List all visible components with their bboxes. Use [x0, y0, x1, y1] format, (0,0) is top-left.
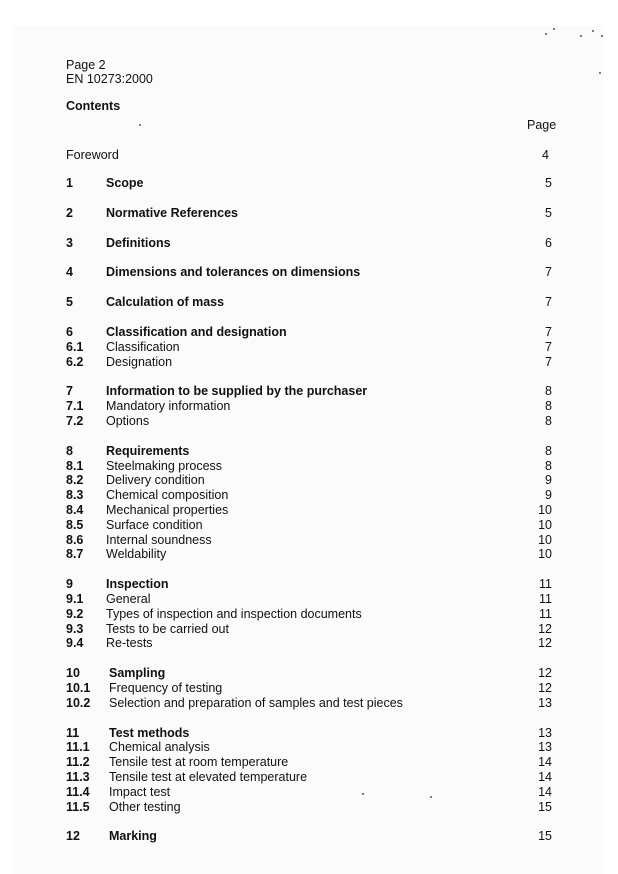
toc-section [66, 295, 552, 310]
toc-entry-page: 15 [538, 829, 552, 844]
scan-speck [139, 124, 141, 126]
toc-entry-number: 7 [66, 384, 73, 399]
toc-entry-page: 11 [539, 591, 552, 606]
toc-entry-number: 8.2 [66, 473, 84, 488]
scan-speck [599, 72, 601, 74]
toc-section-entry[interactable] [66, 265, 552, 280]
toc-entry-title: Mandatory information [106, 399, 231, 414]
toc-entry-number: 5 [66, 295, 73, 310]
toc-entry-number: 8.1 [66, 458, 84, 473]
table-of-contents [66, 176, 552, 859]
toc-entry-page: 14 [538, 769, 552, 784]
toc-subsection-entry[interactable] [66, 636, 552, 651]
toc-subsection-entry[interactable] [66, 459, 552, 474]
toc-subsection-entry[interactable] [66, 681, 552, 696]
toc-subsection-entry[interactable] [66, 414, 552, 429]
toc-subsection-entry[interactable] [66, 503, 552, 518]
toc-entry-title: Tests to be carried out [106, 621, 229, 636]
toc-entry-number: 11.5 [66, 799, 90, 814]
toc-entry-page: 10 [538, 547, 552, 562]
toc-section-entry[interactable] [66, 829, 552, 844]
toc-entry-title: Definitions [106, 235, 171, 250]
toc-section [66, 176, 552, 191]
toc-entry-number: 4 [66, 265, 73, 280]
toc-entry-title: Steelmaking process [106, 458, 223, 473]
toc-entry-number: 8 [66, 443, 73, 458]
toc-subsection-entry[interactable] [66, 340, 552, 355]
toc-entry-page: 7 [545, 295, 552, 310]
toc-section [66, 325, 552, 369]
toc-subsection-entry[interactable] [66, 740, 552, 755]
toc-entry-number: 8.4 [66, 502, 84, 517]
toc-entry-page: 10 [538, 517, 552, 532]
toc-entry-page: 9 [545, 473, 552, 488]
toc-subsection-entry[interactable] [66, 473, 552, 488]
toc-entry-title: General [106, 591, 151, 606]
toc-entry-title: Types of inspection and inspection documents [106, 606, 362, 621]
toc-entry-page: 11 [539, 577, 552, 592]
toc-subsection-entry[interactable] [66, 696, 552, 711]
toc-subsection-entry[interactable] [66, 488, 552, 503]
toc-section-entry[interactable] [66, 236, 552, 251]
toc-subsection-entry[interactable] [66, 785, 552, 800]
toc-entry-number: 9.1 [66, 591, 84, 606]
toc-entry-title: Classification and designation [106, 324, 287, 339]
toc-entry-page: 5 [545, 205, 552, 220]
toc-entry-number: 10.1 [66, 680, 91, 695]
toc-entry-title: Internal soundness [106, 532, 212, 547]
toc-entry-number: 9.2 [66, 606, 84, 621]
toc-subsection-entry[interactable] [66, 399, 552, 414]
toc-section-entry[interactable] [66, 726, 552, 741]
toc-entry-page: 8 [545, 413, 552, 428]
toc-entry-title: Requirements [106, 443, 190, 458]
toc-subsection-entry[interactable] [66, 518, 552, 533]
toc-entry-title: Inspection [106, 577, 169, 592]
toc-entry-number: 8.5 [66, 517, 84, 532]
toc-section-entry[interactable] [66, 384, 552, 399]
toc-entry-title: Impact test [109, 784, 171, 799]
toc-section [66, 384, 552, 428]
scan-speck [545, 33, 547, 35]
toc-entry-number: 3 [66, 235, 73, 250]
scan-speck [362, 793, 364, 795]
toc-entry-page: 13 [538, 695, 552, 710]
toc-entry-number: 6.1 [66, 339, 84, 354]
toc-entry-title: Classification [106, 339, 180, 354]
toc-entry-number: 6 [66, 324, 73, 339]
toc-section-entry[interactable] [66, 206, 552, 221]
toc-entry-title: Delivery condition [106, 473, 205, 488]
toc-section-entry[interactable] [66, 325, 552, 340]
toc-subsection-entry[interactable] [66, 607, 552, 622]
toc-entry-page: 12 [538, 666, 552, 681]
toc-entry-page: 8 [545, 399, 552, 414]
toc-subsection-entry[interactable] [66, 592, 552, 607]
toc-subsection-entry[interactable] [66, 355, 552, 370]
page-number-header: Page 2 [66, 58, 106, 72]
standard-designation: EN 10273:2000 [66, 72, 153, 86]
toc-section [66, 666, 552, 710]
toc-entry-number: 10.2 [66, 695, 91, 710]
toc-entry-title: Tensile test at room temperature [109, 755, 289, 770]
toc-entry-title: Frequency of testing [109, 680, 223, 695]
toc-entry-page: 12 [538, 680, 552, 695]
toc-entry-page: 8 [545, 384, 552, 399]
toc-subsection-entry[interactable] [66, 770, 552, 785]
toc-entry-number: 8.3 [66, 488, 84, 503]
toc-entry-title: Information to be supplied by the purchaser [106, 384, 368, 399]
toc-entry-number: 11.3 [66, 769, 90, 784]
toc-section [66, 236, 552, 251]
toc-entry-number: 2 [66, 205, 73, 220]
toc-entry-number: 11.1 [66, 740, 90, 755]
toc-entry-page: 6 [545, 235, 552, 250]
toc-entry-page: 7 [545, 339, 552, 354]
toc-section-entry[interactable] [66, 577, 552, 592]
toc-entry-title: Mechanical properties [106, 502, 229, 517]
toc-entry-title: Options [106, 413, 150, 428]
scan-speck [553, 28, 555, 30]
toc-entry-title: Selection and preparation of samples and test pieces [109, 695, 403, 710]
toc-entry-number: 1 [66, 176, 73, 190]
toc-entry-page: 13 [538, 740, 552, 755]
toc-foreword-entry[interactable] [66, 148, 551, 162]
toc-entry-page: 12 [538, 621, 552, 636]
toc-subsection-entry[interactable] [66, 622, 552, 637]
toc-entry-page: 7 [545, 354, 552, 369]
page-column-label: Page [527, 118, 557, 132]
toc-entry-title: Sampling [109, 666, 166, 681]
toc-entry-title: Normative References [106, 205, 239, 220]
toc-entry-number: 11.2 [66, 755, 90, 770]
toc-entry-page: 13 [538, 725, 552, 740]
toc-entry-title: Scope [106, 176, 144, 190]
toc-entry-page: 7 [545, 265, 552, 280]
toc-entry-title: Tensile test at elevated temperature [109, 769, 308, 784]
toc-entry-title: Calculation of mass [106, 295, 225, 310]
contents-heading: Contents [66, 99, 121, 113]
toc-entry-number: 8.7 [66, 547, 84, 562]
toc-section-entry[interactable] [66, 176, 552, 191]
toc-section-entry[interactable] [66, 295, 552, 310]
toc-entry-number: 9 [66, 577, 73, 592]
toc-entry-page: 8 [545, 458, 552, 473]
toc-section [66, 726, 552, 815]
toc-entry-number: 6.2 [66, 354, 84, 369]
scan-speck [430, 796, 432, 798]
toc-entry-page: 15 [538, 799, 552, 814]
toc-entry-page: 9 [545, 488, 552, 503]
toc-foreword-page: 4 [542, 148, 549, 162]
toc-entry-number: 10 [66, 666, 80, 681]
toc-entry-title: Dimensions and tolerances on dimensions [106, 265, 361, 280]
toc-section-entry[interactable] [66, 444, 552, 459]
toc-entry-title: Chemical composition [106, 488, 229, 503]
toc-entry-number: 8.6 [66, 532, 84, 547]
toc-entry-number: 12 [66, 829, 80, 844]
toc-section [66, 206, 552, 221]
toc-subsection-entry[interactable] [66, 547, 552, 562]
toc-section [66, 265, 552, 280]
toc-section [66, 577, 552, 651]
toc-entry-title: Test methods [109, 725, 190, 740]
toc-entry-page: 12 [538, 636, 552, 651]
toc-entry-page: 14 [538, 755, 552, 770]
scan-speck [592, 30, 594, 32]
toc-subsection-entry[interactable] [66, 800, 552, 815]
toc-section [66, 829, 552, 844]
toc-entry-number: 11.4 [66, 784, 90, 799]
toc-subsection-entry[interactable] [66, 533, 552, 548]
toc-entry-page: 8 [545, 443, 552, 458]
toc-entry-number: 9.3 [66, 621, 84, 636]
toc-entry-number: 9.4 [66, 636, 84, 651]
toc-foreword-title: Foreword [66, 148, 119, 162]
toc-entry-page: 5 [545, 176, 552, 190]
toc-entry-title: Other testing [109, 799, 181, 814]
toc-entry-title: Weldability [106, 547, 167, 562]
toc-entry-title: Designation [106, 354, 173, 369]
toc-entry-title: Marking [109, 829, 157, 844]
toc-entry-page: 14 [538, 784, 552, 799]
toc-entry-page: 7 [545, 324, 552, 339]
toc-entry-page: 11 [539, 606, 552, 621]
toc-entry-number: 11 [66, 725, 80, 740]
toc-subsection-entry[interactable] [66, 755, 552, 770]
toc-section-entry[interactable] [66, 666, 552, 681]
toc-section [66, 444, 552, 562]
toc-entry-number: 7.2 [66, 413, 84, 428]
toc-entry-page: 10 [538, 532, 552, 547]
toc-entry-title: Re-tests [106, 636, 153, 651]
scan-speck [601, 35, 603, 37]
scan-speck [580, 35, 582, 37]
toc-entry-title: Surface condition [106, 517, 203, 532]
toc-entry-number: 7.1 [66, 399, 84, 414]
toc-entry-page: 10 [538, 502, 552, 517]
toc-entry-title: Chemical analysis [109, 740, 210, 755]
